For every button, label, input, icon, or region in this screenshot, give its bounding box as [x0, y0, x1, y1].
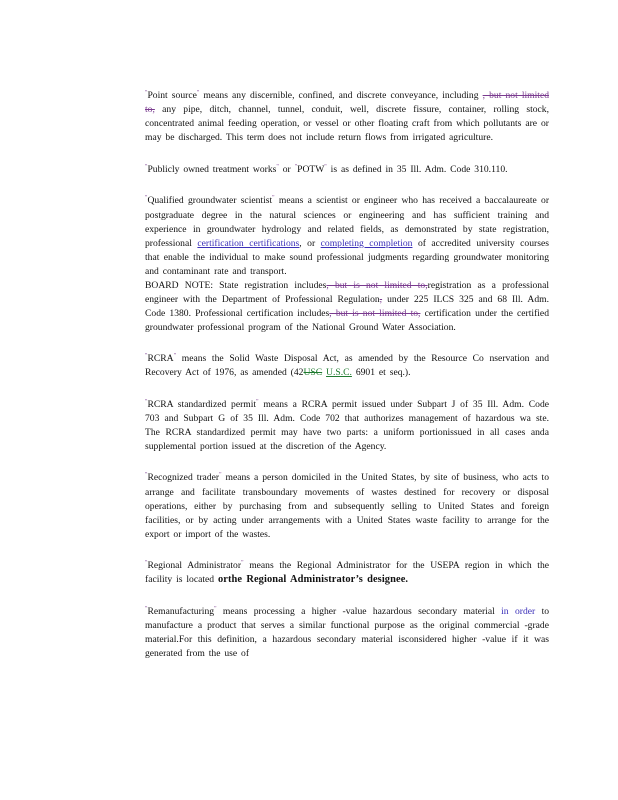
- change-mark: ": [145, 560, 148, 567]
- change-mark: ": [196, 90, 200, 96]
- change-mark: ": [272, 195, 275, 202]
- definition-text: is as defined in 35 Ill. Adm. Code 310.110.: [330, 163, 508, 175]
- inserted-text: certification certifications: [197, 237, 300, 249]
- definition-rcra: [145, 349, 549, 380]
- change-mark: ": [241, 560, 244, 567]
- deleted-text: , but not limited to,: [145, 90, 550, 116]
- definition-regional-administrator: [145, 556, 549, 587]
- definition-text: or: [282, 163, 291, 175]
- change-mark: ": [145, 163, 148, 170]
- note-text: BOARD NOTE: State registration includes: [145, 279, 327, 291]
- change-mark: ": [219, 472, 222, 479]
- defined-term: Recognized trader: [147, 472, 220, 484]
- definition-text: 6901 et seq.).: [355, 367, 411, 379]
- note-text: certification under the certified groundwater professional program of the National Ground Water Association.: [145, 307, 549, 333]
- definition-text: to manufacture a product that serves a similar functional purpose as the original commercial -grade material.For this definition, a hazardous secondary material isconsidered higher -value if it was generated from the use of: [145, 606, 550, 659]
- change-mark: ": [173, 353, 177, 360]
- definition-text: means the Solid Waste Disposal Act, as amended by the Resource Co nservation and Recovery Act of 1976, as amended (42: [145, 353, 549, 379]
- definition-point-source: [145, 86, 549, 145]
- note-text: registration as a professional engineer with the Department of Professional Regulation: [145, 279, 550, 305]
- board-note: [145, 279, 549, 335]
- inserted-text: U.S.C.: [326, 367, 352, 379]
- inserted-text: completing completion: [320, 237, 413, 249]
- defined-term: Qualified groundwater scientist: [147, 195, 273, 207]
- change-mark: ": [276, 163, 279, 170]
- defined-term: Publicly owned treatment works: [147, 163, 277, 175]
- deleted-text: USC: [303, 367, 323, 379]
- change-mark: ": [145, 353, 148, 360]
- defined-term: Remanufacturing: [147, 606, 215, 617]
- deleted-text: , but is not limited to,: [329, 307, 421, 319]
- defined-term: Regional Administrator: [147, 560, 242, 572]
- defined-term: RCRA standardized permit: [147, 398, 257, 410]
- change-mark: ": [145, 195, 148, 202]
- change-mark: ": [324, 163, 327, 170]
- change-mark: ": [214, 605, 217, 612]
- defined-term: POTW: [297, 163, 325, 175]
- definition-text: means a RCRA permit issued under Subpart J of 35 Ill. Adm. Code 703 and Subpart G of 35 Ill. Adm. Code 702 that authorizes management of hazardous wa ste. The RCRA standardized permit may have two parts: a uniform portionissued in all cases anda supplemental portion issued at the discretion of the Agency.: [145, 398, 549, 452]
- definition-text: any pipe, ditch, channel, tunnel, conduit, well, discrete fissure, container, rolling stock, concentrated animal feeding operation, or vessel or other floating craft from which pollutants are or may be discharged. This term does not include return flows from irrigated agriculture.: [145, 104, 549, 144]
- inserted-text: in order: [501, 606, 536, 617]
- change-mark: ": [145, 398, 148, 405]
- definition-potw: [145, 160, 549, 177]
- deleted-text: , but is not limited to,: [326, 279, 428, 291]
- definition-text: of accredited university courses that enable the individual to make sound professional judgments regarding groundwater monitoring and contaminant rate and transport.: [145, 237, 549, 277]
- deleted-text: ,: [379, 293, 383, 305]
- definition-remanufacturing: [145, 602, 549, 661]
- change-mark: ": [294, 163, 298, 170]
- definition-text: means any discernible, confined, and discrete conveyance, including: [203, 90, 479, 102]
- change-mark: ": [145, 472, 148, 479]
- defined-term: RCRA: [147, 353, 174, 365]
- defined-term: Point source: [147, 90, 197, 102]
- change-mark: ": [145, 605, 148, 612]
- definition-rcra-standardized-permit: [145, 395, 549, 454]
- definition-text-tail: orthe Regional Administrator’s designee.: [217, 574, 409, 586]
- definition-recognized-trader: [145, 468, 549, 541]
- definition-text: means processing a higher -value hazardous secondary material: [222, 606, 495, 617]
- definition-qualified-groundwater-scientist: [145, 191, 549, 278]
- change-mark: ": [145, 90, 148, 96]
- definition-text: , or: [299, 237, 316, 249]
- change-mark: ": [256, 398, 259, 405]
- definition-text: means a scientist or engineer who has received a baccalaureate or postgraduate degree in the natural sciences or engineering and has sufficient training and experience in groundwater hydrology and related fields, as demonstrated by state registration, professional: [145, 195, 550, 249]
- definition-text: means the Regional Administrator for the USEPA region in which the facility is located: [145, 560, 549, 586]
- definition-text: means a person domiciled in the United States, by site of business, who acts to arrange and facilitate transboundary movements of wastes destined for recovery or disposal operations, either by purchasing from and subsequently selling to United States and foreign facilities, or by acting under arrangements with a United States waste facility to arrange for the export or import of the wastes.: [145, 472, 549, 540]
- note-text: under 225 ILCS 325 and 68 Ill. Adm. Code 1380. Professional certification includes: [145, 293, 549, 319]
- document-page: [145, 86, 549, 676]
